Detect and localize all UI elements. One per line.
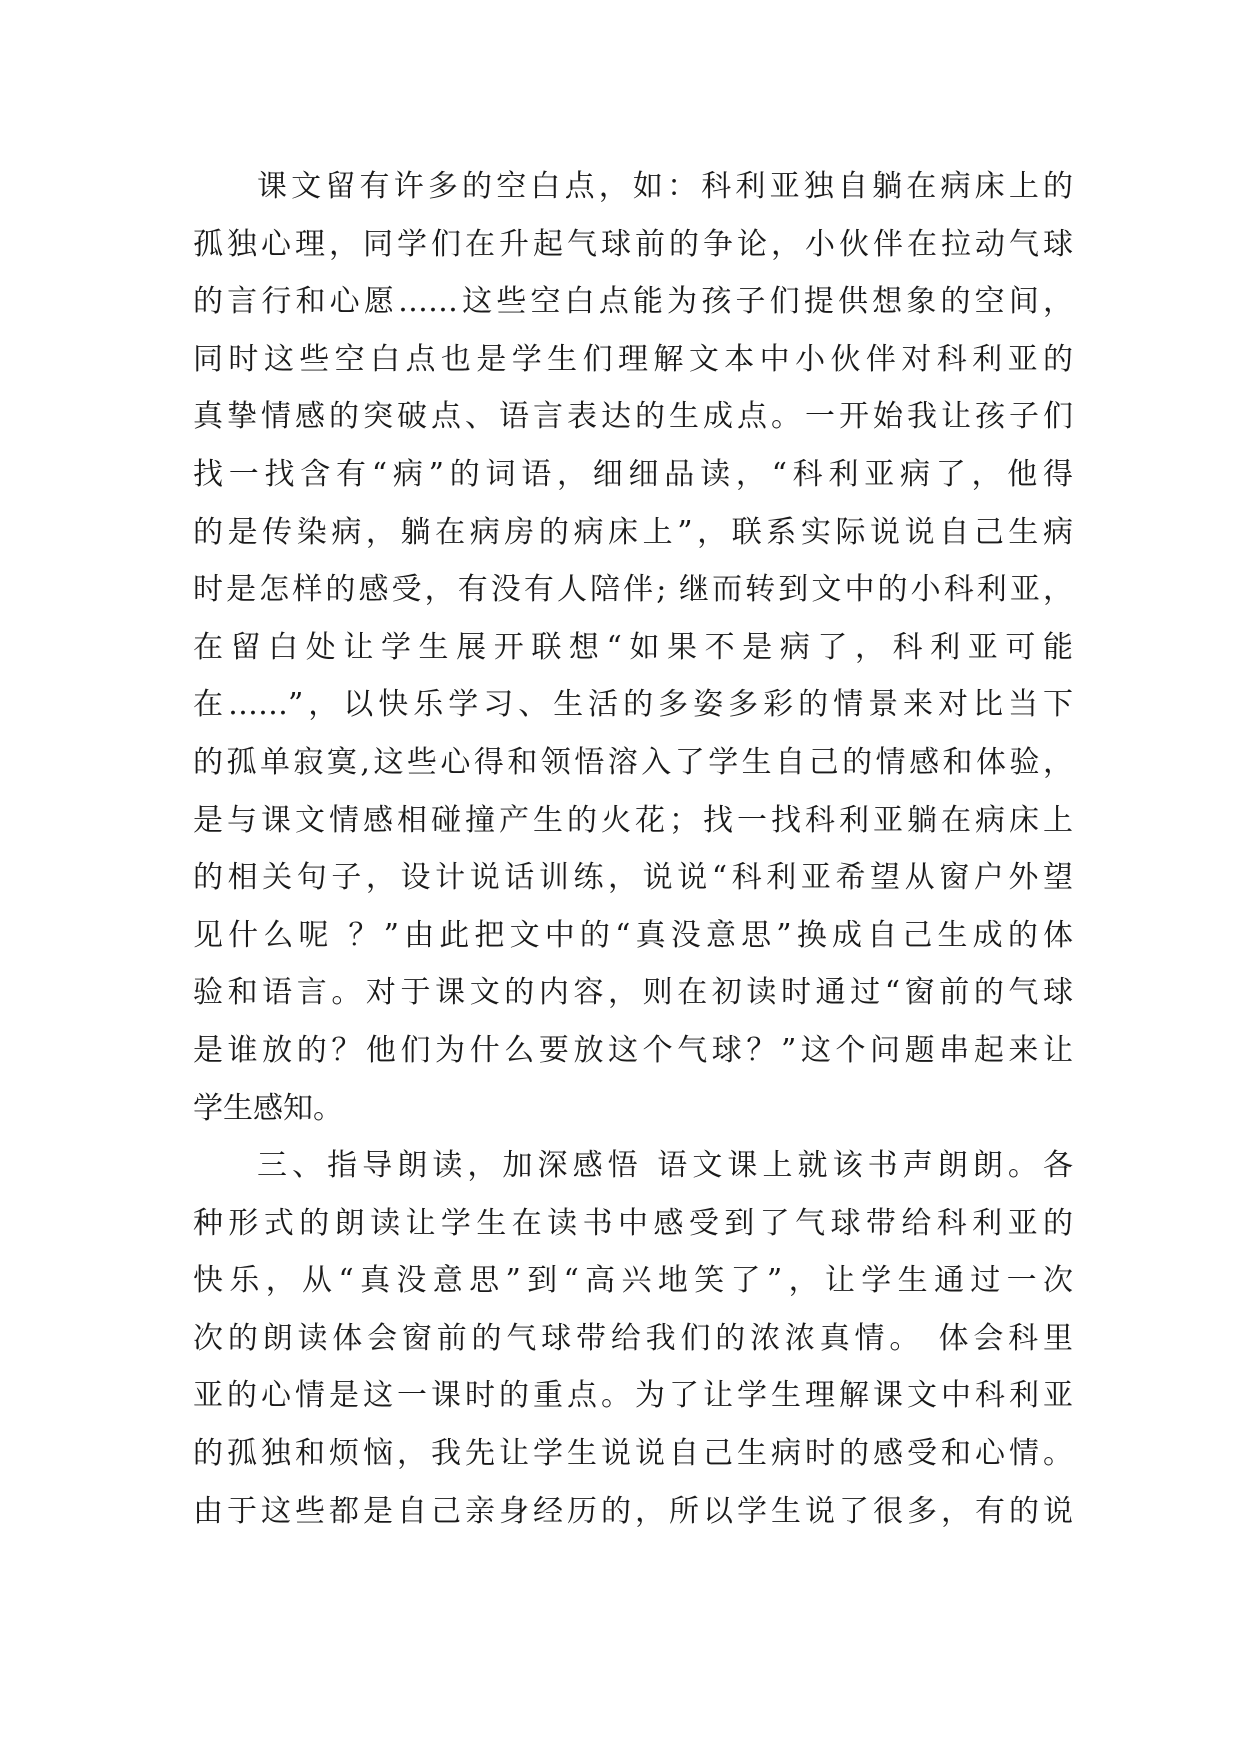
text-line: 的孤独和烦恼，我先让学生说说自己生病时的感受和心情。 [193, 1436, 1073, 1472]
body-text [193, 158, 1073, 1540]
text-line: 在……”，以快乐学习、生活的多姿多彩的情景来对比当下 [193, 687, 1073, 723]
text-line: 的相关句子，设计说话训练，说说“科利亚希望从窗户外望 [193, 860, 1073, 896]
text-line: 见什么呢 ？”由此把文中的“真没意思”换成自己生成的体 [193, 917, 1073, 953]
text-line: 快乐，从“真没意思”到“高兴地笑了”，让学生通过一次 [193, 1263, 1073, 1299]
text-line: 次的朗读体会窗前的气球带给我们的浓浓真情。 体会科里 [193, 1320, 1073, 1356]
text-line: 找一找含有“病”的词语，细细品读，“科利亚病了，他得 [193, 456, 1073, 492]
text-line: 的言行和心愿……这些空白点能为孩子们提供想象的空间， [193, 284, 1073, 320]
text-line: 的孤单寂寞,这些心得和领悟溶入了学生自己的情感和体验， [193, 744, 1073, 780]
text-line: 时是怎样的感受，有没有人陪伴; 继而转到文中的小科利亚， [193, 572, 1073, 608]
text-line: 同时这些空白点也是学生们理解文本中小伙伴对科利亚的 [193, 341, 1073, 377]
text-line: 是与课文情感相碰撞产生的火花；找一找科利亚躺在病床上 [193, 802, 1073, 838]
text-line: 孤独心理，同学们在升起气球前的争论，小伙伴在拉动气球 [193, 226, 1073, 262]
text-line: 由于这些都是自己亲身经历的，所以学生说了很多，有的说 [193, 1493, 1073, 1529]
text-line: 验和语言。对于课文的内容，则在初读时通过“窗前的气球 [193, 975, 1073, 1011]
text-line: 在留白处让学生展开联想“如果不是病了，科利亚可能 [193, 629, 1073, 665]
text-line: 真挚情感的突破点、语言表达的生成点。一开始我让孩子们 [193, 399, 1073, 435]
text-line: 种形式的朗读让学生在读书中感受到了气球带给科利亚的 [193, 1205, 1073, 1241]
text-line: 的是传染病，躺在病房的病床上”，联系实际说说自己生病 [193, 514, 1073, 550]
text-line: 亚的心情是这一课时的重点。为了让学生理解课文中科利亚 [193, 1378, 1073, 1414]
text-line: 学生感知。 [193, 1090, 343, 1126]
text-line: 是谁放的？他们为什么要放这个气球？”这个问题串起来让 [193, 1032, 1073, 1068]
section-heading-line: 三、指导朗读，加深感悟 语文课上就该书声朗朗。各 [257, 1148, 1073, 1184]
text-line: 课文留有许多的空白点，如：科利亚独自躺在病床上的 [257, 169, 1073, 204]
